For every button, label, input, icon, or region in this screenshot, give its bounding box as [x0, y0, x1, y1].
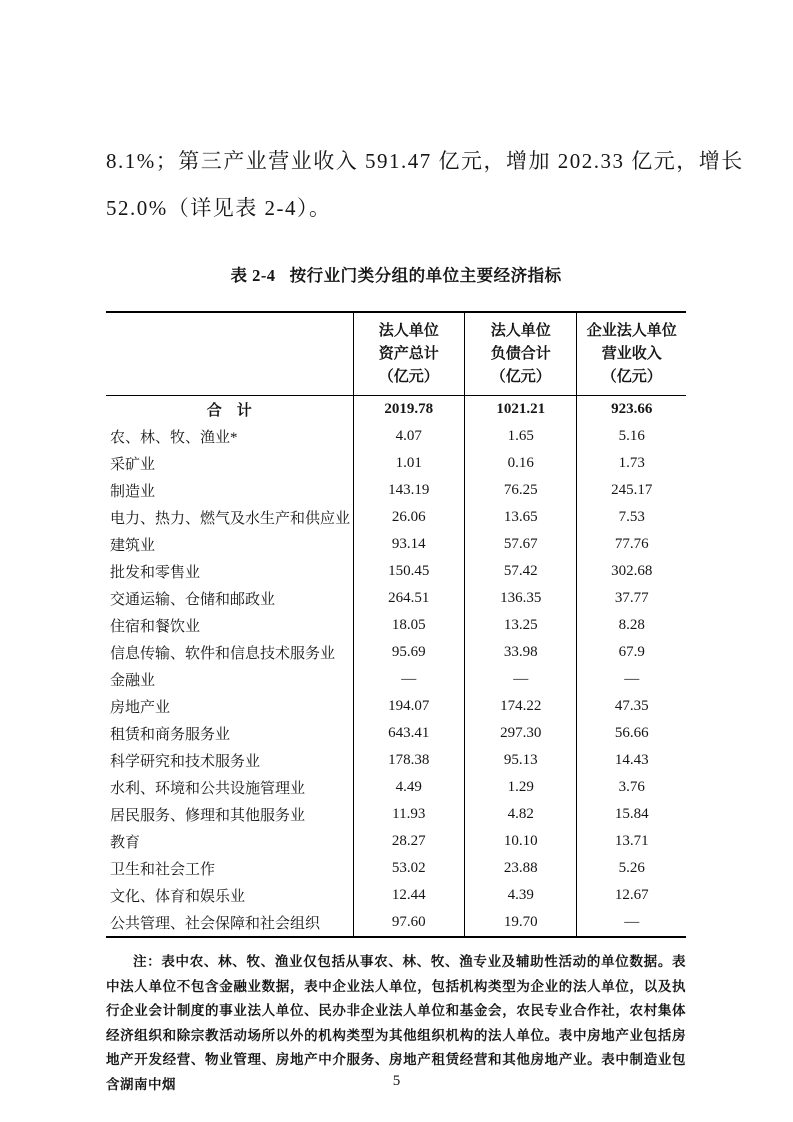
table-row [106, 504, 686, 531]
value-cell: 3.76 [577, 774, 686, 801]
value-cell: 95.69 [353, 639, 464, 666]
table-row [106, 396, 686, 424]
value-cell: 2019.78 [353, 396, 464, 424]
header-revenue-line2: 营业收入 [601, 346, 662, 362]
value-cell: 4.82 [464, 801, 577, 828]
value-cell: 14.43 [577, 747, 686, 774]
value-cell: 28.27 [353, 828, 464, 855]
value-cell: 12.67 [577, 882, 686, 909]
industry-name-cell: 制造业 [110, 484, 156, 500]
value-cell: 76.25 [464, 477, 577, 504]
header-liabilities-line1: 法人单位 [490, 323, 551, 339]
value-cell: 4.49 [353, 774, 464, 801]
table-row [106, 720, 686, 747]
industry-name-cell: 农、林、牧、渔业* [110, 430, 238, 446]
page-content [106, 138, 744, 1097]
header-revenue [577, 312, 686, 396]
value-cell: 97.60 [353, 909, 464, 937]
value-cell: 923.66 [577, 396, 686, 424]
industry-name-cell: 居民服务、修理和其他服务业 [110, 808, 306, 824]
table-title [106, 262, 686, 286]
value-cell: 19.70 [464, 909, 577, 937]
industry-name-cell: 交通运输、仓储和邮政业 [110, 592, 276, 608]
value-cell: 174.22 [464, 693, 577, 720]
table-header [106, 312, 686, 396]
statistics-table [106, 311, 686, 938]
value-cell: — [464, 666, 577, 693]
header-liabilities-line2: 负债合计 [490, 346, 551, 362]
header-revenue-line1: 企业法人单位 [586, 323, 677, 339]
value-cell: 33.98 [464, 639, 577, 666]
value-cell: 150.45 [353, 558, 464, 585]
value-cell: 264.51 [353, 585, 464, 612]
header-revenue-unit: （亿元） [601, 369, 662, 385]
value-cell: 15.84 [577, 801, 686, 828]
industry-name-cell: 建筑业 [110, 538, 156, 554]
table-row [106, 585, 686, 612]
value-cell: 178.38 [353, 747, 464, 774]
value-cell: 5.26 [577, 855, 686, 882]
industry-name-cell: 合 计 [206, 403, 252, 419]
value-cell: — [577, 666, 686, 693]
value-cell: 8.28 [577, 612, 686, 639]
industry-name-cell: 金融业 [110, 673, 156, 689]
value-cell: 136.35 [464, 585, 577, 612]
value-cell: 302.68 [577, 558, 686, 585]
value-cell: 26.06 [353, 504, 464, 531]
industry-name-cell: 租赁和商务服务业 [110, 727, 231, 743]
industry-name-cell: 教育 [110, 835, 141, 851]
value-cell: 57.67 [464, 531, 577, 558]
table-row [106, 882, 686, 909]
value-cell: 10.10 [464, 828, 577, 855]
table-title-text: 按行业门类分组的单位主要经济指标 [289, 266, 562, 285]
value-cell: — [353, 666, 464, 693]
table-row [106, 747, 686, 774]
table-row [106, 639, 686, 666]
header-assets-line2: 资产总计 [378, 346, 439, 362]
value-cell: 1.01 [353, 450, 464, 477]
value-cell: 143.19 [353, 477, 464, 504]
intro-line-2: 52.0%（详见表 2-4）。 [106, 196, 332, 220]
table-row [106, 423, 686, 450]
header-liabilities [464, 312, 577, 396]
industry-name-cell: 文化、体育和娱乐业 [110, 889, 246, 905]
header-assets-unit: （亿元） [378, 369, 439, 385]
industry-name-cell: 房地产业 [110, 700, 171, 716]
value-cell: 1.65 [464, 423, 577, 450]
table-footnote: 注：表中农、林、牧、渔业仅包括从事农、林、牧、渔专业及辅助性活动的单位数据。表中法人单位不包含金融业数据，表中企业法人单位，包括机构类型为企业的法人单位，以及执行企业会计制度的事业法人单位、民办非企业法人单位和基金会，农民专业合作社，农村集体经济组织和除宗教活动场所以外的机构类型为其他组织机构的法人单位。表中房地产业包括房地产开发经营、物业管理、房地产中介服务、房地产租赁经营和其他房地产业。表中制造业包含湖南中烟 [106, 954, 686, 1092]
table-row [106, 558, 686, 585]
value-cell: 11.93 [353, 801, 464, 828]
table-title-label: 表 2-4 [230, 266, 276, 285]
table-body [106, 396, 686, 938]
intro-paragraph [106, 138, 744, 232]
value-cell: — [577, 909, 686, 937]
value-cell: 1.73 [577, 450, 686, 477]
header-assets [353, 312, 464, 396]
value-cell: 18.05 [353, 612, 464, 639]
value-cell: 53.02 [353, 855, 464, 882]
table-row [106, 855, 686, 882]
intro-line-1: 8.1%；第三产业营业收入 591.47 亿元，增加 202.33 亿元，增长 [106, 149, 744, 173]
table-row [106, 693, 686, 720]
value-cell: 47.35 [577, 693, 686, 720]
value-cell: 297.30 [464, 720, 577, 747]
value-cell: 13.71 [577, 828, 686, 855]
value-cell: 4.39 [464, 882, 577, 909]
header-liabilities-unit: （亿元） [490, 369, 551, 385]
value-cell: 13.65 [464, 504, 577, 531]
table-row [106, 774, 686, 801]
value-cell: 1.29 [464, 774, 577, 801]
industry-name-cell: 卫生和社会工作 [110, 862, 216, 878]
value-cell: 67.9 [577, 639, 686, 666]
value-cell: 77.76 [577, 531, 686, 558]
table-row [106, 450, 686, 477]
value-cell: 95.13 [464, 747, 577, 774]
industry-name-cell: 公共管理、社会保障和社会组织 [110, 916, 321, 932]
value-cell: 23.88 [464, 855, 577, 882]
value-cell: 56.66 [577, 720, 686, 747]
table-row [106, 477, 686, 504]
industry-name-cell: 水利、环境和公共设施管理业 [110, 781, 306, 797]
value-cell: 0.16 [464, 450, 577, 477]
industry-name-cell: 信息传输、软件和信息技术服务业 [110, 646, 336, 662]
table-row [106, 909, 686, 937]
table-row [106, 612, 686, 639]
header-assets-line1: 法人单位 [378, 323, 439, 339]
table-row [106, 801, 686, 828]
value-cell: 37.77 [577, 585, 686, 612]
value-cell: 194.07 [353, 693, 464, 720]
value-cell: 5.16 [577, 423, 686, 450]
value-cell: 245.17 [577, 477, 686, 504]
value-cell: 57.42 [464, 558, 577, 585]
page-number: 5 [392, 1073, 401, 1089]
value-cell: 4.07 [353, 423, 464, 450]
value-cell: 13.25 [464, 612, 577, 639]
table-row [106, 666, 686, 693]
industry-name-cell: 科学研究和技术服务业 [110, 754, 261, 770]
value-cell: 93.14 [353, 531, 464, 558]
table-row [106, 531, 686, 558]
industry-name-cell: 住宿和餐饮业 [110, 619, 201, 635]
value-cell: 643.41 [353, 720, 464, 747]
table-row [106, 828, 686, 855]
industry-name-cell: 批发和零售业 [110, 565, 201, 581]
value-cell: 7.53 [577, 504, 686, 531]
value-cell: 12.44 [353, 882, 464, 909]
industry-name-cell: 电力、热力、燃气及水生产和供应业 [110, 511, 351, 527]
value-cell: 1021.21 [464, 396, 577, 424]
header-industry-empty [106, 312, 353, 396]
table-header-row [106, 312, 686, 396]
industry-name-cell: 采矿业 [110, 457, 156, 473]
